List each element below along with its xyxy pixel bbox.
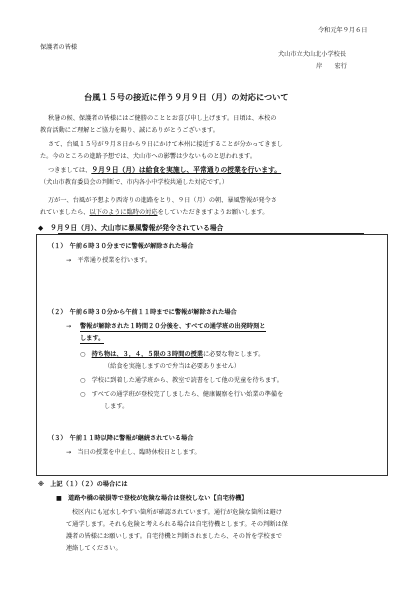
case-2-bullet-1-tail: に必要な物とします。: [202, 351, 265, 358]
date: 令和元年９月６日: [318, 27, 368, 34]
case-2-emphasis-line-2: します。: [80, 335, 105, 342]
body-paragraph-2-line-1: さて、台風１５号が９月８日から９日にかけて本州に接近することが分かってきまし: [48, 141, 283, 148]
circle-bullet-icon: ○: [80, 351, 92, 358]
case-2-bullet-2: ○ 学校に到着した通学班から、教室で読書をして他の児童を待ちます。: [80, 377, 283, 384]
case-2-bullet-3-line-2: します。: [104, 403, 129, 410]
body-paragraph-4-line-1: 万が一、台風が予想より西寄りの進路をとり、９日（月）の朝、暴風警報が発令さ: [48, 197, 277, 204]
case-2-arrow: →: [66, 323, 72, 330]
section-heading: ◆ ９月９日（月）、犬山市に暴風警報が発令されている場合: [38, 224, 224, 232]
body-paragraph-2-line-2: た。今のところの進路予想では、犬山市への影響は少ないものと思われます。: [40, 153, 257, 160]
notes-line-4: 連絡してください。: [66, 545, 122, 552]
body-paragraph-4-lead: れていましたら、: [40, 209, 90, 216]
body-paragraph-3-emphasis: ９月９日（月）は給食を実施し、平常通りの授業を行います。: [91, 166, 282, 174]
body-paragraph-3-lead: つきましては、: [48, 167, 92, 174]
body-paragraph-1-line-1: 秋暑の候、保護者の皆様にはご健勝のこととお喜び申し上げます。日頃は、本校の: [48, 115, 277, 122]
notes-subheading: ■ 道路や橋の破損等で登校が危険な場合は登校しない【自宅待機】: [56, 495, 248, 502]
case-3-action: → 当日の授業を中止し、臨時休校日とします。: [66, 449, 201, 456]
case-3-title: （３） 午前１１時以降に警報が継続されている場合: [48, 435, 194, 442]
body-paragraph-3-line-2: （犬山市教育委員会の判断で、市内各小中学校共通した対応です。）: [40, 179, 229, 186]
case-1-action: → 平常通り授業を行います。: [66, 257, 152, 264]
case-2-emphasis-line-1: 警報が解除された１時間２０分後を、すべての通学班の出発時刻と: [80, 323, 266, 330]
notes-heading: ※ 上記（１）（２）の場合には: [38, 481, 128, 488]
case-2-bullet-1-emphasis: 持ち物は、３，４，５限の３時間の授業: [91, 351, 203, 358]
notes-line-1: 校区内にも冠水しやすい箇所が確認されています。通行が危険な箇所は避け: [72, 509, 282, 516]
case-2-bullet-1: [80, 350, 264, 359]
case-1-title: （１） 午前６時３０分までに警報が解除された場合: [48, 243, 194, 250]
body-paragraph-1-line-2: 教育活動にご理解とご協力を賜り、誠にありがとうございます。: [40, 127, 219, 134]
notes-line-3: 護者の皆様にお願いします。自宅待機と判断されましたら、その旨を学校まで: [66, 533, 283, 540]
body-paragraph-4-underlined: 以下のように臨時の対応: [89, 209, 158, 216]
body-paragraph-3-line-1: [48, 166, 281, 175]
page-title: 台風１５号の接近に伴う９月９日（月）の対応について: [84, 92, 289, 102]
notes-line-2: て通学します。それも危険と考えられる場合は自宅待機とします。その判断は保: [66, 521, 288, 528]
case-2-bullet-1-note: （給食を実施しますので弁当は必要ありません）: [104, 363, 241, 370]
case-2-bullet-3-line-1: ○ すべての通学班が登校完了しましたら、健康観察を行い始業の準備を: [80, 391, 284, 398]
body-paragraph-4-line-2: [40, 208, 268, 217]
school-name: 犬山市立犬山北小学校長: [278, 51, 347, 58]
case-2-title: （２） 午前６時３０分から午前１１時までに警報が解除された場合: [48, 309, 237, 316]
recipient: 保護者の皆様: [40, 44, 78, 51]
principal-name: 岸 宏行: [316, 63, 347, 70]
body-paragraph-4-tail: をしていただきますようお願いします。: [157, 209, 269, 216]
